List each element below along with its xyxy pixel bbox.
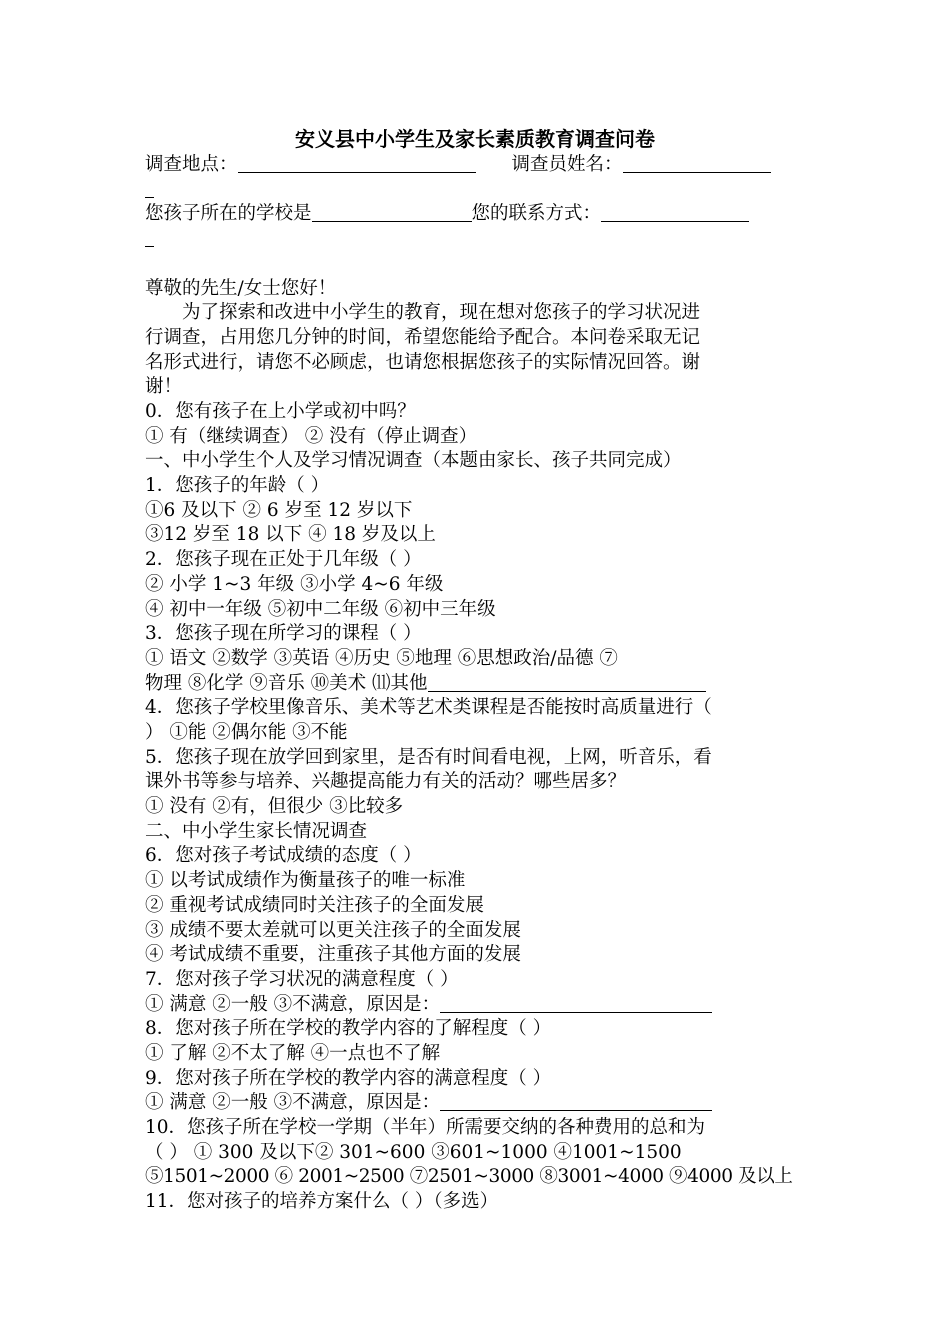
question-7-options-row	[145, 992, 810, 1017]
question-6-option[interactable]: ④ 考试成绩不重要，注重孩子其他方面的发展	[145, 944, 521, 965]
question-6-option[interactable]: ③ 成绩不要太差就可以更关注孩子的全面发展	[145, 920, 521, 941]
question-10: 10．您孩子所在学校一学期（半年）所需要交纳的各种费用的总和为	[145, 1117, 706, 1138]
question-2-options[interactable]: ② 小学 1~3 年级 ③小学 4~6 年级	[145, 574, 444, 595]
location-field[interactable]	[238, 154, 476, 173]
surveyor-label: 调查员姓名：	[511, 154, 623, 175]
question-4-options[interactable]: ） ①能 ②偶尔能 ③不能	[145, 722, 348, 743]
question-5-options[interactable]: ① 没有 ②有，但很少 ③比较多	[145, 796, 404, 817]
question-6-option[interactable]: ② 重视考试成绩同时关注孩子的全面发展	[145, 895, 484, 916]
question-2: 2．您孩子现在正处于几年级（ ）	[145, 549, 422, 570]
reason-field[interactable]	[440, 1092, 712, 1111]
surveyor-field[interactable]	[623, 154, 771, 173]
intro-line: 为了探索和改进中小学生的教育，现在想对您孩子的学习状况进	[182, 302, 701, 323]
question-1-options[interactable]: ③12 岁至 18 以下 ④ 18 岁及以上	[145, 524, 436, 545]
question-1-options[interactable]: ①6 及以下 ② 6 岁至 12 岁以下	[145, 500, 413, 521]
location-label: 调查地点：	[145, 154, 238, 175]
question-7: 7．您对孩子学习状况的满意程度（ ）	[145, 969, 459, 990]
question-9-options[interactable]: ① 满意 ②一般 ③不满意，原因是：	[145, 1092, 441, 1113]
question-5: 5．您孩子现在放学回到家里，是否有时间看电视，上网，听音乐，看	[145, 747, 712, 768]
intro-line: 行调查，占用您几分钟的时间，希望您能给予配合。本问卷采取无记	[145, 327, 701, 348]
reason-field[interactable]	[440, 994, 712, 1013]
question-9: 9．您对孩子所在学校的教学内容的满意程度（ ）	[145, 1068, 552, 1089]
field-overflow-line	[145, 228, 154, 247]
question-10-options[interactable]: （ ） ① 300 及以下② 301~600 ③601~1000 ④1001~1500	[145, 1142, 682, 1163]
school-row	[145, 201, 810, 226]
contact-label: 您的联系方式：	[471, 203, 602, 224]
location-row-overflow	[145, 177, 810, 202]
page-title: 安义县中小学生及家长素质教育调查问卷	[295, 127, 655, 151]
school-field[interactable]	[312, 203, 472, 222]
question-3: 3．您孩子现在所学习的课程（ ）	[145, 623, 422, 644]
question-8-options[interactable]: ① 了解 ②不太了解 ④一点也不了解	[145, 1043, 441, 1064]
question-11: 11．您对孩子的培养方案什么（ ）（多选）	[145, 1191, 499, 1212]
question-4: 4．您孩子学校里像音乐、美术等艺术类课程是否能按时高质量进行（	[145, 697, 712, 718]
question-6: 6．您对孩子考试成绩的态度（ ）	[145, 845, 422, 866]
question-2-options[interactable]: ④ 初中一年级 ⑤初中二年级 ⑥初中三年级	[145, 599, 496, 620]
question-5: 课外书等参与培养、兴趣提高能力有关的活动？哪些居多？	[145, 771, 627, 792]
question-9-options-row	[145, 1090, 810, 1115]
question-1: 1．您孩子的年龄（ ）	[145, 475, 330, 496]
other-subject-field[interactable]	[428, 673, 706, 692]
question-7-options[interactable]: ① 满意 ②一般 ③不满意，原因是：	[145, 994, 441, 1015]
question-0: 0．您有孩子在上小学或初中吗？	[145, 401, 416, 422]
section-1-heading: 一、中小学生个人及学习情况调查（本题由家长、孩子共同完成）	[145, 450, 682, 471]
question-3-options-row	[145, 671, 810, 696]
school-row-overflow	[145, 226, 810, 251]
question-10-options[interactable]: ⑤1501~2000 ⑥ 2001~2500 ⑦2501~3000 ⑧3001~4000 ⑨4000 及以上	[145, 1166, 793, 1187]
question-8: 8．您对孩子所在学校的教学内容的了解程度（ ）	[145, 1018, 552, 1039]
field-overflow-line	[145, 179, 154, 198]
intro-line: 谢！	[145, 376, 183, 397]
question-0-options[interactable]: ① 有（继续调查） ② 没有（停止调查）	[145, 426, 478, 447]
school-label: 您孩子所在的学校是	[145, 203, 312, 224]
question-6-option[interactable]: ① 以考试成绩作为衡量孩子的唯一标准	[145, 870, 466, 891]
greeting: 尊敬的先生/女士您好！	[145, 278, 337, 299]
intro-line: 名形式进行，请您不必顾虑，也请您根据您孩子的实际情况回答。谢	[145, 352, 701, 373]
question-3-options[interactable]: 物理 ⑧化学 ⑨音乐 ⑩美术 ⑾其他	[145, 673, 428, 694]
contact-field[interactable]	[601, 203, 749, 222]
question-3-options[interactable]: ① 语文 ②数学 ③英语 ④历史 ⑤地理 ⑥思想政治/品德 ⑦	[145, 648, 618, 669]
section-2-heading: 二、中小学生家长情况调查	[145, 821, 368, 842]
location-row	[145, 152, 810, 177]
